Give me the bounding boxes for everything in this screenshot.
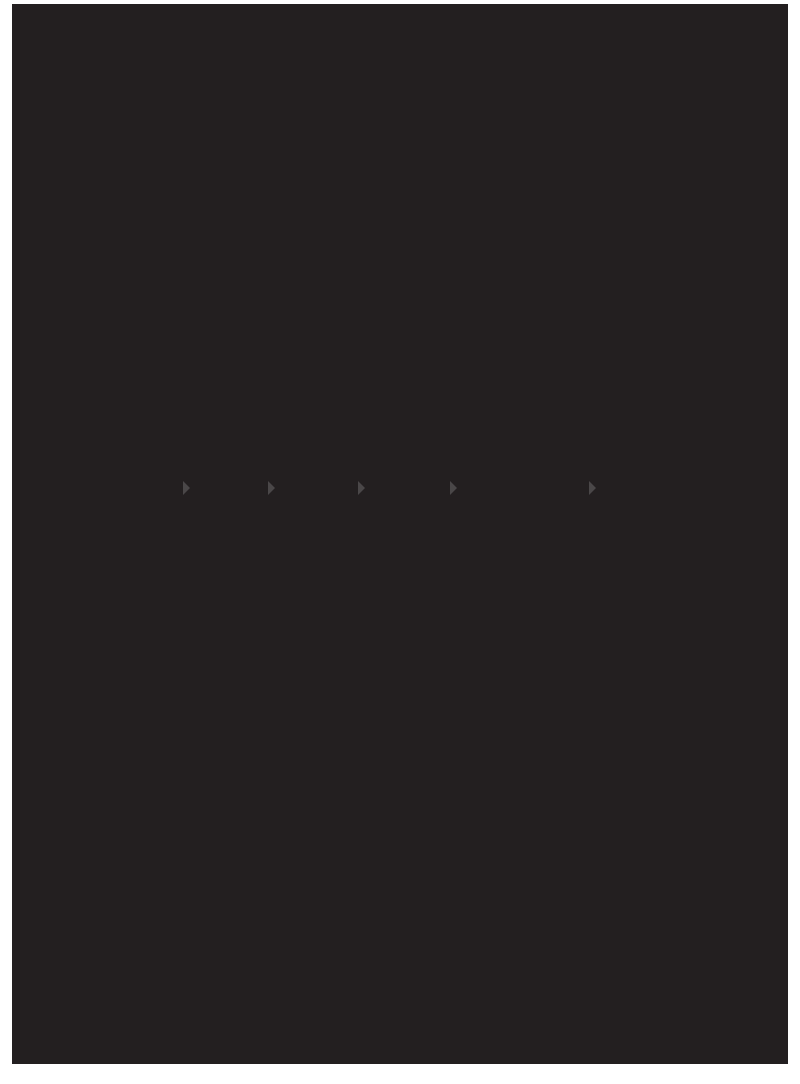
breadcrumb: [12, 4, 788, 1064]
chevron-right-icon: [589, 481, 596, 495]
chevron-right-icon: [268, 481, 275, 495]
dark-canvas-panel: [12, 4, 788, 1064]
chevron-right-icon: [450, 481, 457, 495]
chevron-right-icon: [358, 481, 365, 495]
chevron-right-icon: [183, 481, 190, 495]
